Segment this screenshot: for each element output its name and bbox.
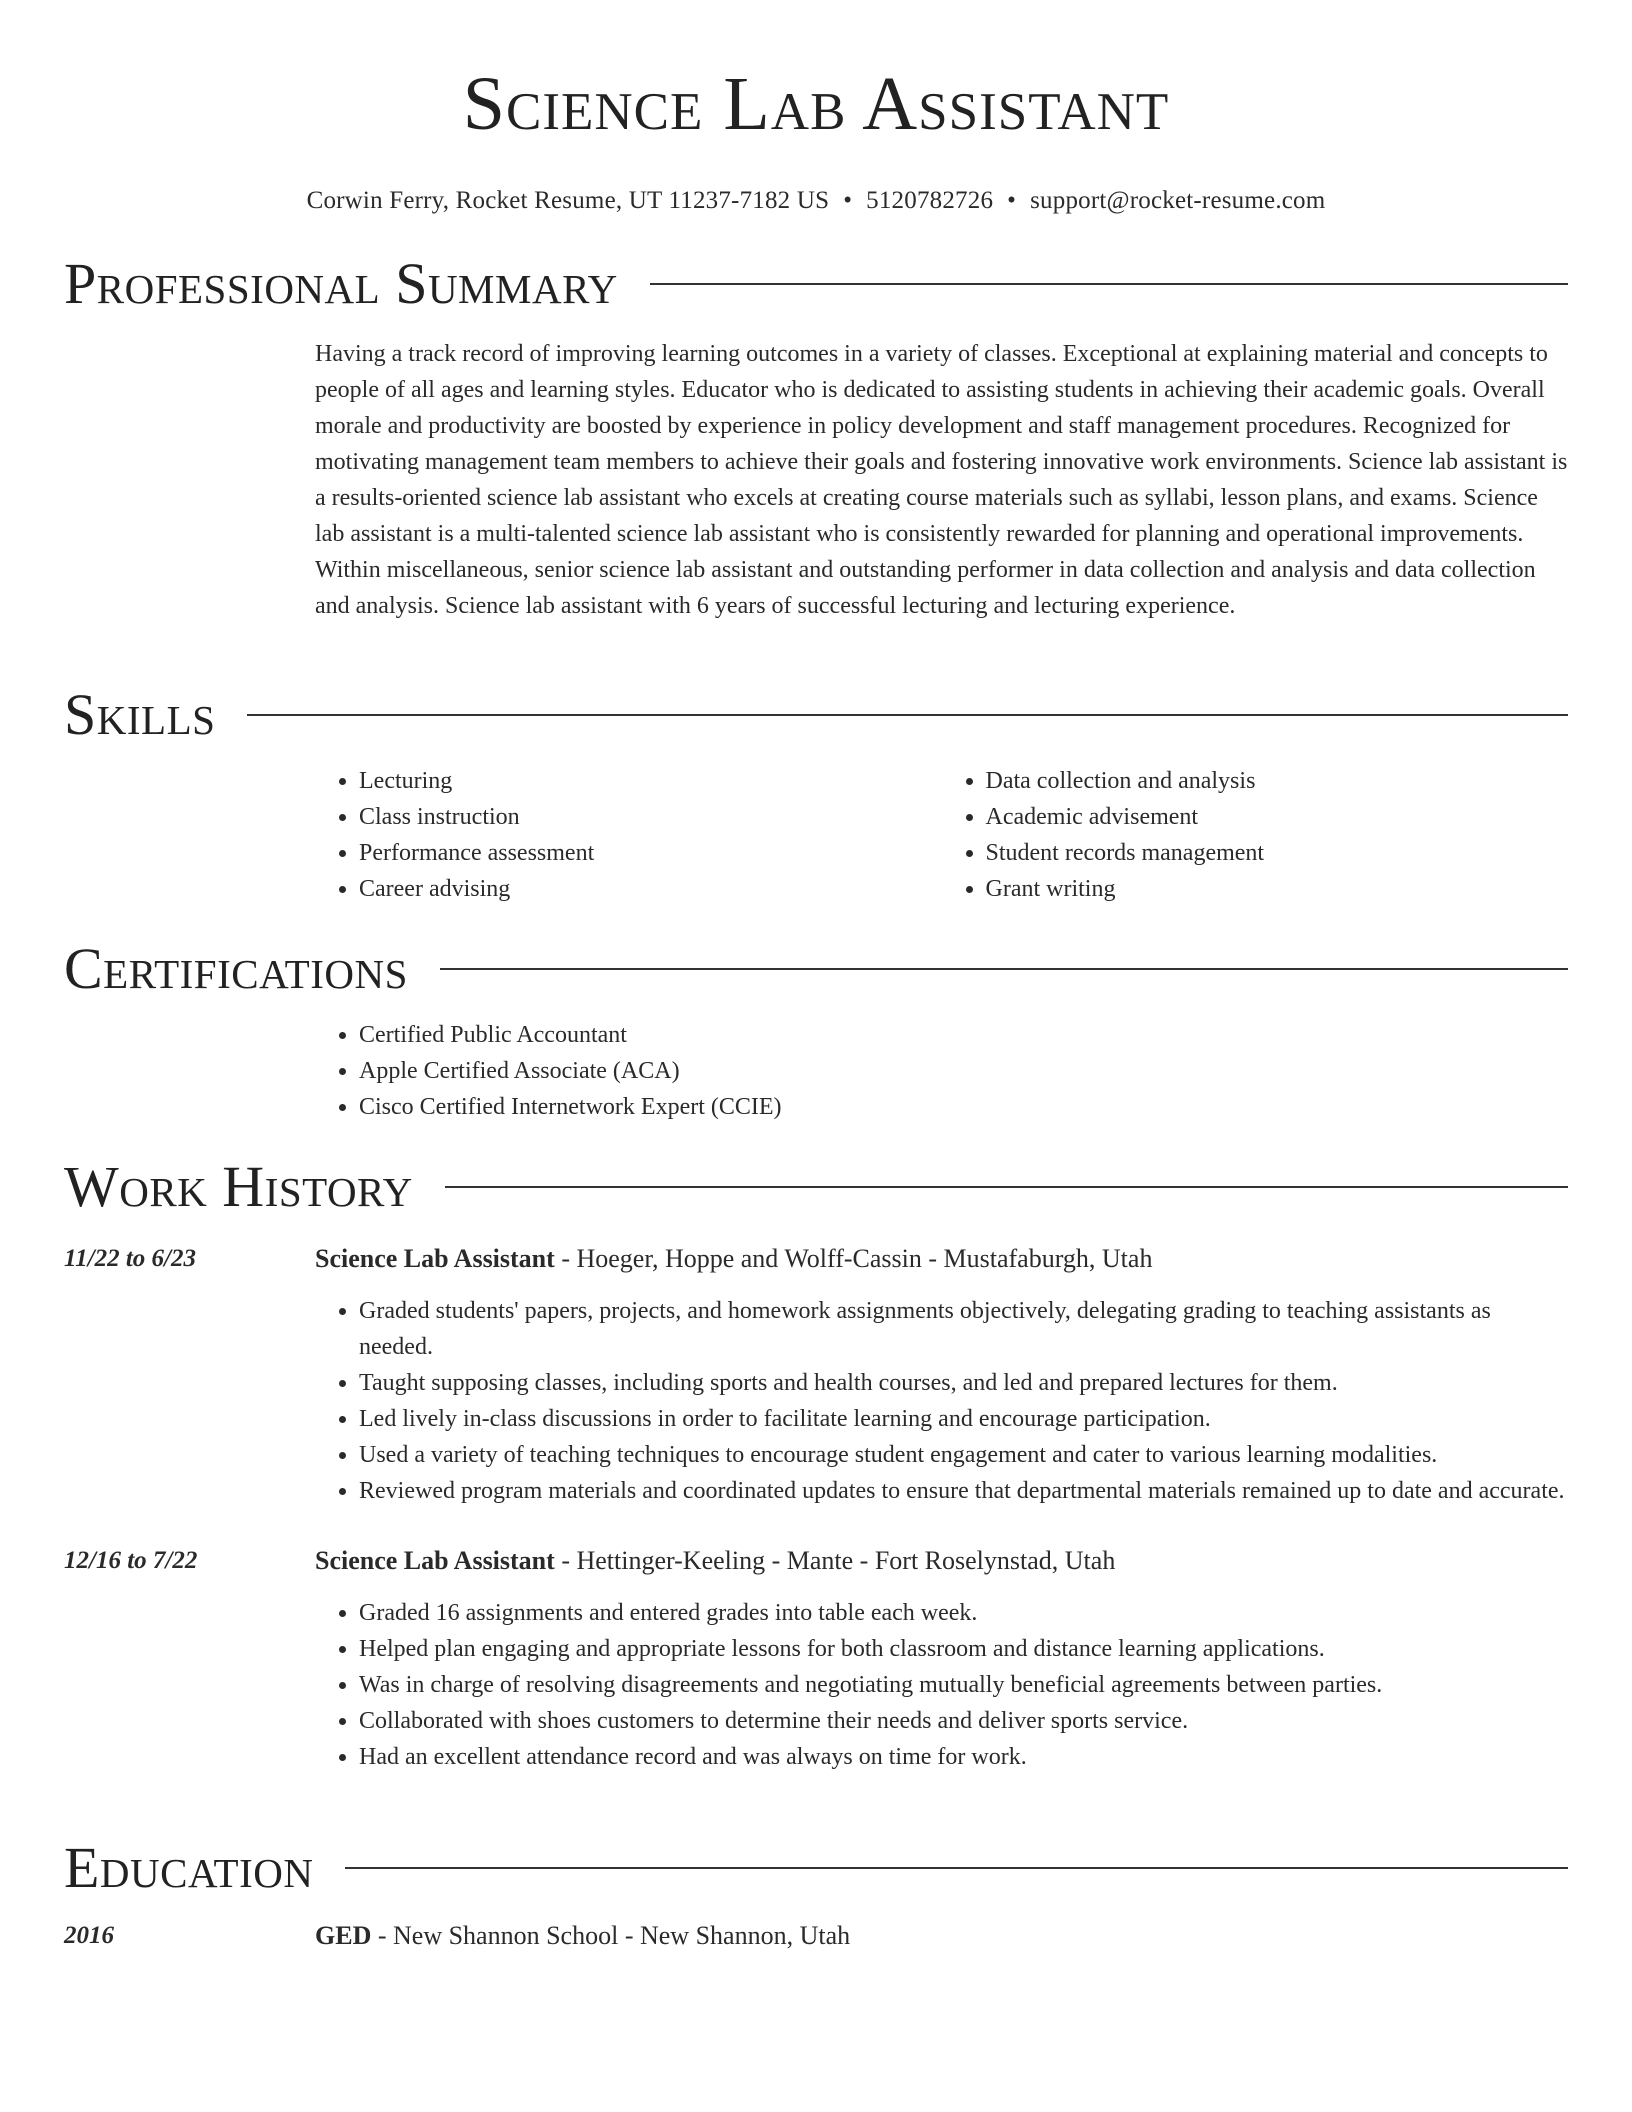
- job-dates: 11/22 to 6/23: [64, 1245, 196, 1272]
- section-divider: [345, 1867, 1568, 1869]
- skill-item: • Career advising: [359, 871, 942, 907]
- job-bullet: • Collaborated with shoes customers to determine their needs and deliver sports service.: [359, 1703, 1568, 1739]
- education-entry: [64, 1918, 1568, 1954]
- job-details: - Hoeger, Hoppe and Wolff-Cassin - Mustafaburgh, Utah: [554, 1244, 1153, 1273]
- job-header: [64, 1543, 1568, 1579]
- job-bullet: • Taught supposing classes, including sports and health courses, and led and prepared lectures for them.: [359, 1365, 1568, 1401]
- skill-item: • Lecturing: [359, 763, 942, 799]
- contact-line: [64, 186, 1568, 216]
- job-title: Science Lab Assistant: [315, 1546, 555, 1575]
- education-line: [315, 1918, 1568, 1954]
- job-entry: [64, 1543, 1568, 1775]
- skills-right-list: [942, 763, 1569, 907]
- job-bullets: [315, 1293, 1568, 1509]
- section-heading: Certifications: [64, 936, 408, 1001]
- skill-item: • Performance assessment: [359, 835, 942, 871]
- contact-address: Corwin Ferry, Rocket Resume, UT 11237-7182 US: [306, 187, 830, 214]
- section-header: [64, 251, 1568, 316]
- job-dates: 12/16 to 7/22: [64, 1547, 198, 1574]
- section-header: [64, 936, 1568, 1001]
- section-heading: Professional Summary: [64, 251, 618, 316]
- job-bullet: • Used a variety of teaching techniques to encourage student engagement and cater to various learning modalities.: [359, 1437, 1568, 1473]
- job-bullets: [315, 1595, 1568, 1775]
- section-heading: Skills: [64, 682, 216, 747]
- section-header: [64, 682, 1568, 747]
- job-bullet: • Graded students' papers, projects, and homework assignments objectively, delegating grading to teaching assistants as needed.: [359, 1293, 1568, 1365]
- section-divider: [650, 283, 1568, 285]
- job-bullet: • Helped plan engaging and appropriate lessons for both classroom and distance learning applications.: [359, 1631, 1568, 1667]
- job-details: - Hettinger-Keeling - Mante - Fort Roselynstad, Utah: [554, 1546, 1116, 1575]
- section-header: [64, 1154, 1568, 1219]
- skill-item: • Class instruction: [359, 799, 942, 835]
- section-header: [64, 1835, 1568, 1900]
- job-entry: [64, 1241, 1568, 1509]
- work-history-section: [64, 1154, 1568, 1809]
- education-year: 2016: [64, 1922, 114, 1949]
- contact-separator: •: [1007, 187, 1017, 214]
- summary-body: [315, 336, 1568, 624]
- certifications-section: [64, 936, 1568, 1125]
- job-bullet: • Was in charge of resolving disagreements and negotiating mutually beneficial agreements between parties.: [359, 1667, 1568, 1703]
- job-bullet: • Graded 16 assignments and entered grades into table each week.: [359, 1595, 1568, 1631]
- resume-page: [64, 0, 1568, 1950]
- section-heading: Education: [64, 1835, 314, 1900]
- contact-phone: 5120782726: [866, 187, 994, 214]
- skills-section: [64, 682, 1568, 907]
- education-degree: GED: [315, 1921, 372, 1950]
- certifications-body: [315, 1017, 1568, 1125]
- contact-email: support@rocket-resume.com: [1030, 187, 1326, 214]
- contact-separator: •: [843, 187, 853, 214]
- job-title: Science Lab Assistant: [315, 1244, 555, 1273]
- summary-section: [64, 251, 1568, 624]
- section-divider: [440, 968, 1568, 970]
- job-title-line: [315, 1543, 1568, 1579]
- summary-text: Having a track record of improving learning outcomes in a variety of classes. Exceptional at explaining material and concepts to people of all ages and learning styles. Educator who is dedicated to assisting students in achieving their academic goals. Overall morale and productivity are boosted by experience in policy development and staff management procedures. Recognized for motivating management team members to achieve their goals and fostering innovative work environments. Science lab assistant is a results-oriented science lab assistant who excels at creating course materials such as syllabi, lesson plans, and exams. Science lab assistant is a multi-talented science lab assistant who is consistently rewarded for planning and operational improvements. Within miscellaneous, senior science lab assistant and outstanding performer in data collection and analysis and data collection and analysis. Science lab assistant with 6 years of successful lecturing and lecturing experience.: [315, 341, 1568, 619]
- skills-body: [315, 763, 1568, 907]
- job-bullet: • Led lively in-class discussions in order to facilitate learning and encourage participation.: [359, 1401, 1568, 1437]
- skill-item: • Data collection and analysis: [986, 763, 1569, 799]
- skills-left-list: [315, 763, 942, 907]
- section-divider: [247, 714, 1568, 716]
- section-heading: Work History: [64, 1154, 413, 1219]
- skill-item: • Academic advisement: [986, 799, 1569, 835]
- skill-item: • Student records management: [986, 835, 1569, 871]
- skill-item: • Grant writing: [986, 871, 1569, 907]
- job-bullet: • Had an excellent attendance record and was always on time for work.: [359, 1739, 1568, 1775]
- job-header: [64, 1241, 1568, 1277]
- education-details: - New Shannon School - New Shannon, Utah: [371, 1921, 851, 1950]
- certification-item: • Certified Public Accountant: [359, 1017, 1568, 1053]
- certification-item: • Apple Certified Associate (ACA): [359, 1053, 1568, 1089]
- section-divider: [445, 1186, 1568, 1188]
- resume-title: Science Lab Assistant: [462, 62, 1170, 146]
- education-section: [64, 1835, 1568, 1954]
- job-bullet: • Reviewed program materials and coordinated updates to ensure that departmental materials remained up to date and accurate.: [359, 1473, 1568, 1509]
- job-title-line: [315, 1241, 1568, 1277]
- skills-grid: [315, 763, 1568, 907]
- certification-item: • Cisco Certified Internetwork Expert (CCIE): [359, 1089, 1568, 1125]
- certifications-list: [315, 1017, 1568, 1125]
